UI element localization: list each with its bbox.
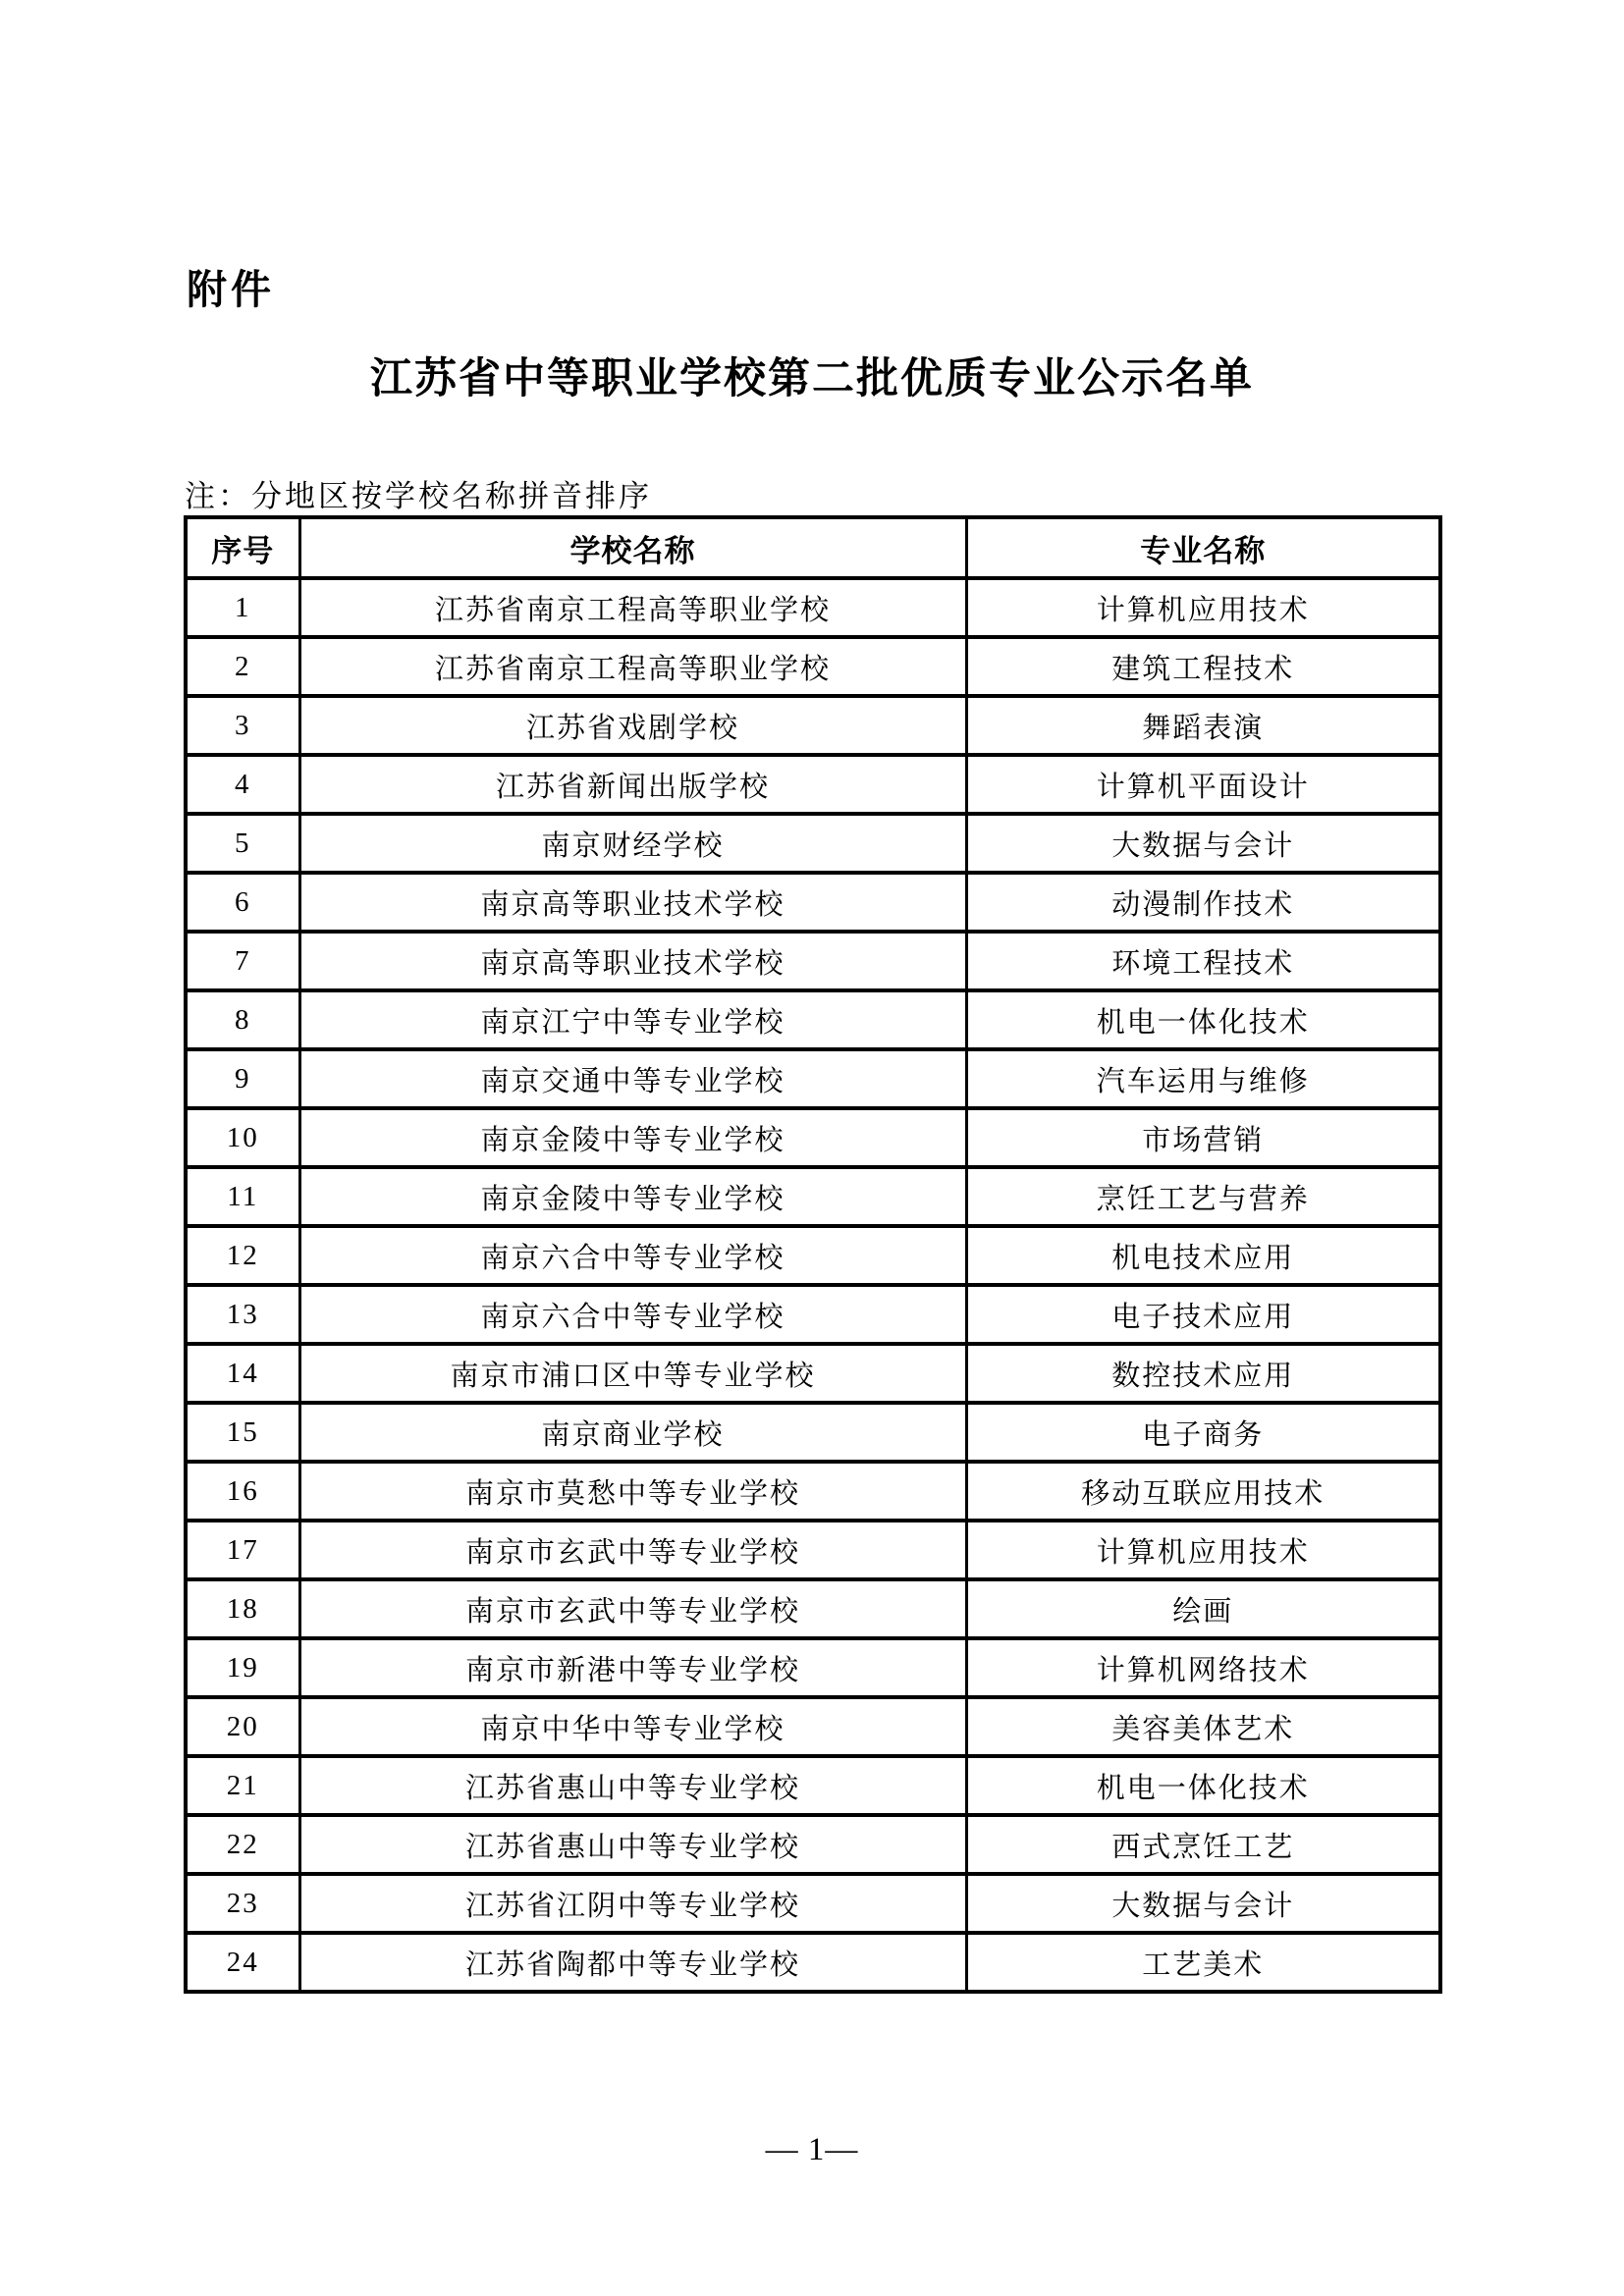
major-name-cell: 西式烹饪工艺 [966,1815,1440,1874]
school-name-cell: 南京金陵中等专业学校 [299,1167,966,1226]
school-name-cell: 南京商业学校 [299,1403,966,1462]
major-name-cell: 计算机网络技术 [966,1638,1440,1697]
major-name-cell: 计算机应用技术 [966,1521,1440,1579]
row-number-cell: 14 [186,1344,299,1403]
major-name-cell: 机电一体化技术 [966,990,1440,1049]
school-name-cell: 南京高等职业技术学校 [299,873,966,932]
major-name-cell: 市场营销 [966,1108,1440,1167]
row-number-cell: 12 [186,1226,299,1285]
row-number-cell: 2 [186,637,299,696]
row-number-cell: 8 [186,990,299,1049]
major-name-cell: 建筑工程技术 [966,637,1440,696]
row-number-cell: 19 [186,1638,299,1697]
major-name-cell: 美容美体艺术 [966,1697,1440,1756]
row-number-cell: 4 [186,755,299,814]
table-row [186,696,1440,755]
school-name-cell: 江苏省南京工程高等职业学校 [299,637,966,696]
row-number-cell: 16 [186,1462,299,1521]
table-row [186,1933,1440,1992]
table-row [186,873,1440,932]
table-row [186,1285,1440,1344]
school-name-cell: 南京市新港中等专业学校 [299,1638,966,1697]
table-row [186,1521,1440,1579]
row-number-cell: 1 [186,578,299,637]
major-name-cell: 大数据与会计 [966,1874,1440,1933]
table-row [186,990,1440,1049]
row-number-cell: 20 [186,1697,299,1756]
school-name-cell: 南京中华中等专业学校 [299,1697,966,1756]
header-cell-major: 专业名称 [966,517,1440,578]
school-name-cell: 南京财经学校 [299,814,966,873]
table-row [186,755,1440,814]
table-row [186,1579,1440,1638]
school-name-cell: 江苏省南京工程高等职业学校 [299,578,966,637]
sort-note: 注：分地区按学校名称拼音排序 [185,479,652,513]
table-row [186,1756,1440,1815]
row-number-cell: 5 [186,814,299,873]
school-name-cell: 江苏省戏剧学校 [299,696,966,755]
page-number: — 1— [765,2132,859,2167]
major-name-cell: 环境工程技术 [966,932,1440,990]
school-name-cell: 南京江宁中等专业学校 [299,990,966,1049]
header-row [186,517,1440,578]
table-row [186,1697,1440,1756]
school-name-cell: 南京市玄武中等专业学校 [299,1521,966,1579]
table-header [186,517,1440,578]
table-row [186,814,1440,873]
header-cell-school: 学校名称 [299,517,966,578]
major-name-cell: 大数据与会计 [966,814,1440,873]
table-row [186,578,1440,637]
table-row [186,1638,1440,1697]
major-name-cell: 机电技术应用 [966,1226,1440,1285]
school-name-cell: 南京市玄武中等专业学校 [299,1579,966,1638]
row-number-cell: 22 [186,1815,299,1874]
table-row [186,1344,1440,1403]
row-number-cell: 7 [186,932,299,990]
table-row [186,932,1440,990]
table-row [186,1874,1440,1933]
major-name-cell: 电子技术应用 [966,1285,1440,1344]
table-row [186,1462,1440,1521]
school-name-cell: 南京市莫愁中等专业学校 [299,1462,966,1521]
major-name-cell: 机电一体化技术 [966,1756,1440,1815]
row-number-cell: 24 [186,1933,299,1992]
school-name-cell: 江苏省江阴中等专业学校 [299,1874,966,1933]
school-name-cell: 江苏省惠山中等专业学校 [299,1756,966,1815]
row-number-cell: 9 [186,1049,299,1108]
row-number-cell: 6 [186,873,299,932]
major-name-cell: 绘画 [966,1579,1440,1638]
school-name-cell: 江苏省惠山中等专业学校 [299,1815,966,1874]
school-name-cell: 江苏省陶都中等专业学校 [299,1933,966,1992]
row-number-cell: 21 [186,1756,299,1815]
row-number-cell: 11 [186,1167,299,1226]
school-name-cell: 南京六合中等专业学校 [299,1285,966,1344]
major-name-cell: 舞蹈表演 [966,696,1440,755]
major-name-cell: 计算机平面设计 [966,755,1440,814]
major-name-cell: 工艺美术 [966,1933,1440,1992]
row-number-cell: 13 [186,1285,299,1344]
table-row [186,1815,1440,1874]
header-cell-number: 序号 [186,517,299,578]
major-name-cell: 移动互联应用技术 [966,1462,1440,1521]
row-number-cell: 18 [186,1579,299,1638]
row-number-cell: 3 [186,696,299,755]
table-body [186,578,1440,1992]
school-name-cell: 南京市浦口区中等专业学校 [299,1344,966,1403]
attachment-label: 附件 [187,267,275,312]
table-row [186,1167,1440,1226]
major-name-cell: 数控技术应用 [966,1344,1440,1403]
row-number-cell: 17 [186,1521,299,1579]
majors-table [184,515,1442,1994]
major-name-cell: 动漫制作技术 [966,873,1440,932]
table-row [186,1108,1440,1167]
school-name-cell: 南京交通中等专业学校 [299,1049,966,1108]
table-row [186,1049,1440,1108]
major-name-cell: 计算机应用技术 [966,578,1440,637]
school-name-cell: 江苏省新闻出版学校 [299,755,966,814]
major-name-cell: 烹饪工艺与营养 [966,1167,1440,1226]
table-row [186,637,1440,696]
school-name-cell: 南京金陵中等专业学校 [299,1108,966,1167]
table-row [186,1403,1440,1462]
major-name-cell: 电子商务 [966,1403,1440,1462]
table-row [186,1226,1440,1285]
row-number-cell: 15 [186,1403,299,1462]
row-number-cell: 10 [186,1108,299,1167]
school-name-cell: 南京高等职业技术学校 [299,932,966,990]
school-name-cell: 南京六合中等专业学校 [299,1226,966,1285]
page-title: 江苏省中等职业学校第二批优质专业公示名单 [370,356,1254,402]
row-number-cell: 23 [186,1874,299,1933]
major-name-cell: 汽车运用与维修 [966,1049,1440,1108]
